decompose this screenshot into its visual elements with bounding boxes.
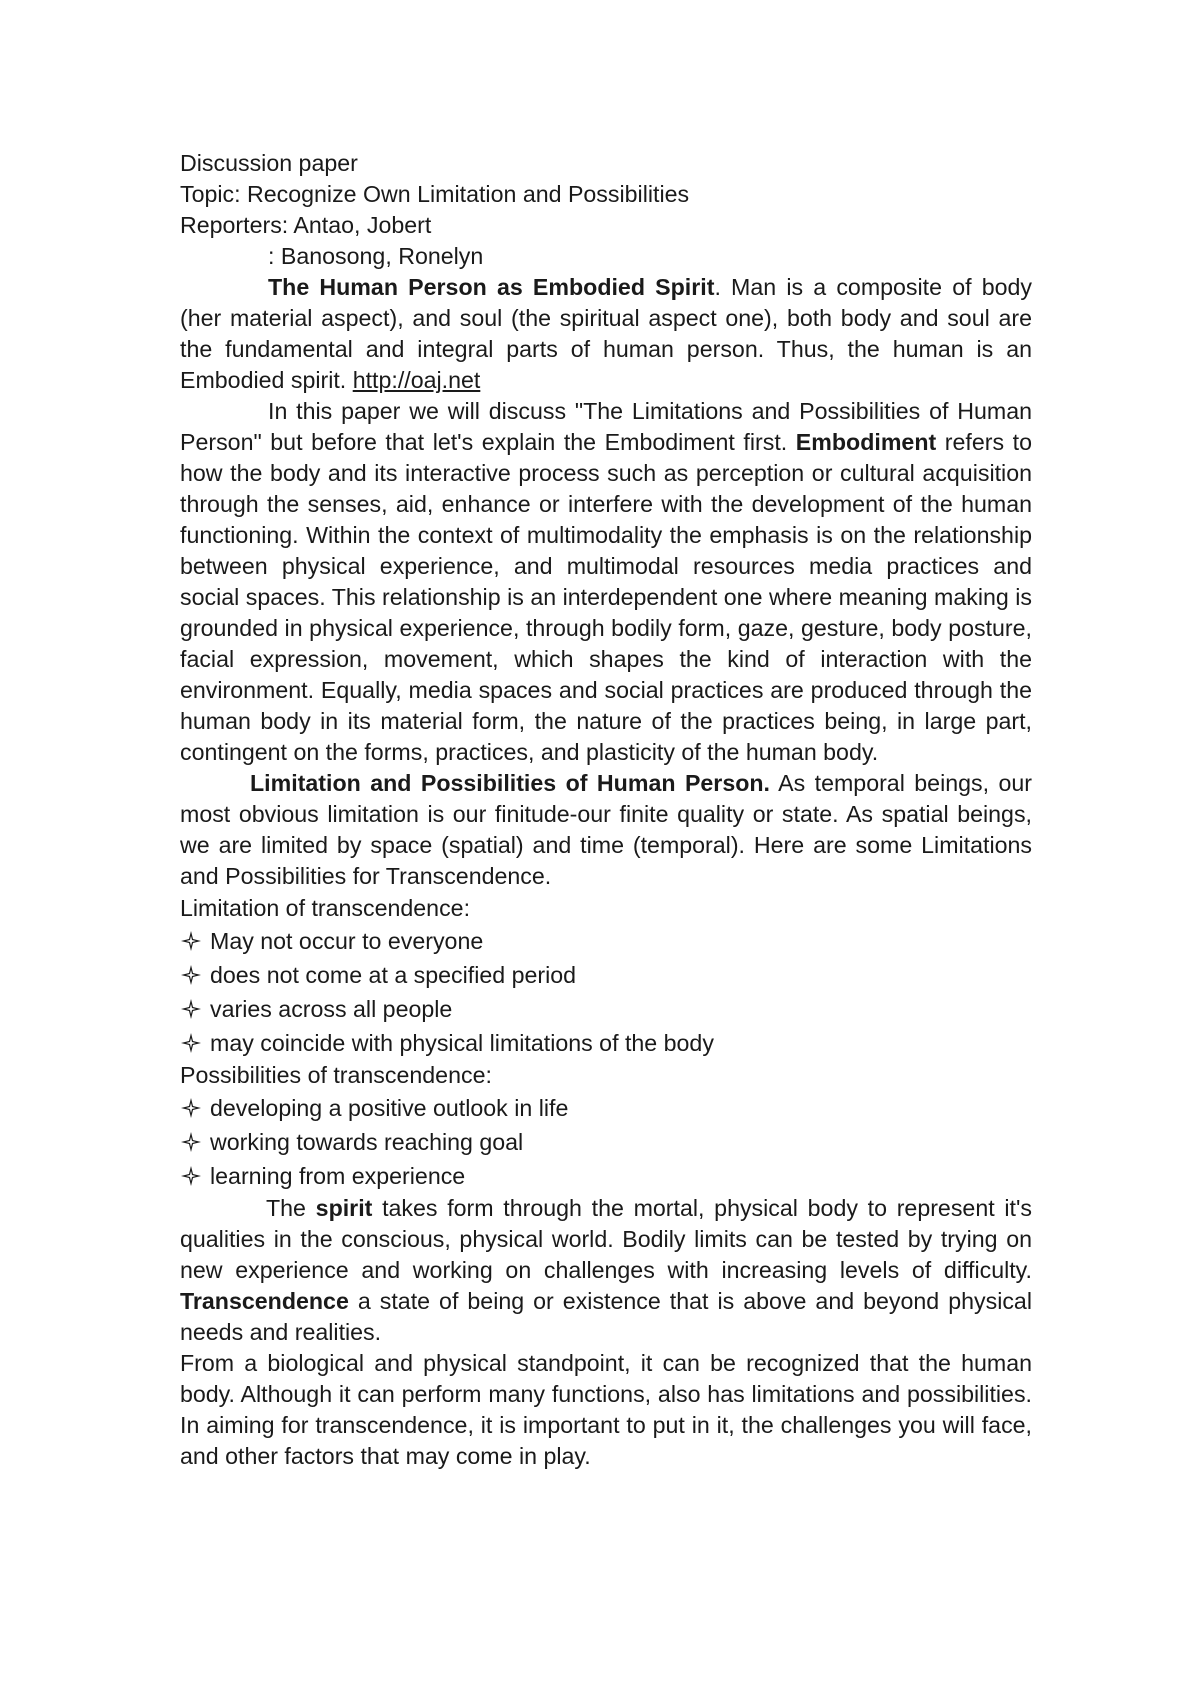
source-link[interactable]: http://oaj.net bbox=[352, 367, 481, 393]
four-point-star-icon bbox=[180, 964, 202, 986]
doc-type-line: Discussion paper bbox=[180, 150, 358, 176]
four-point-star-icon bbox=[180, 930, 202, 952]
reporters-line-2: : Banosong, Ronelyn bbox=[268, 243, 484, 269]
paragraph-conclusion: From a biological and physical standpoint, it can be recognized that the human body. Although it can perform many functions, also has limitations and possibilities. In aiming for transcendence, it is important to put in it, the challenges you will face, and other factors that may come in play. bbox=[180, 1350, 1032, 1469]
paragraph-spirit-text-1: takes form through the mortal, physical body to represent it's qualities in the conscious, physical world. Bodily limits can be tested by trying on new experience and working on challenges with increasing levels of difficulty. bbox=[180, 1195, 1032, 1283]
paragraph-spirit bbox=[180, 1193, 1032, 1348]
list-item: does not come at a specified period bbox=[180, 958, 1032, 992]
paragraph-embodied-spirit bbox=[180, 272, 1032, 396]
document-page bbox=[180, 148, 1032, 1472]
term-embodiment: Embodiment bbox=[795, 429, 937, 455]
heading-embodied-spirit: The Human Person as Embodied Spirit bbox=[268, 274, 715, 300]
paragraph-limitation-possibilities bbox=[180, 768, 1032, 892]
limitations-label: Limitation of transcendence: bbox=[180, 895, 471, 921]
list-item: developing a positive outlook in life bbox=[180, 1091, 1032, 1125]
four-point-star-icon bbox=[180, 1097, 202, 1119]
paragraph-embodiment-lead: In this paper we will discuss "The Limitations and Possibilities of Human Person" but before that let's explain the Embodiment first. bbox=[180, 398, 1032, 455]
paragraph-embodiment-text: refers to how the body and its interactive process such as perception or cultural acquisition through the senses, aid, enhance or interfere with the development of the human functioning. Within the context of multimodality the emphasis is on the relationship between physical experience, and multimodal resources media practices and social spaces. This relationship is an interdependent one where meaning making is grounded in physical experience, through bodily form, gaze, gesture, body posture, facial expression, movement, which shapes the kind of interaction with the environment. Equally, media spaces and social practices are produced through the human body in its material form, the nature of the practices being, in large part, contingent on the forms, practices, and plasticity of the human body. bbox=[180, 429, 1032, 765]
reporters-line: Reporters: Antao, Jobert bbox=[180, 212, 432, 238]
term-transcendence: Transcendence bbox=[180, 1288, 349, 1314]
four-point-star-icon bbox=[180, 998, 202, 1020]
list-item: working towards reaching goal bbox=[180, 1125, 1032, 1159]
four-point-star-icon bbox=[180, 1032, 202, 1054]
list-item: learning from experience bbox=[180, 1159, 1032, 1193]
list-item: May not occur to everyone bbox=[180, 924, 1032, 958]
heading-limitation-possibilities: Limitation and Possibilities of Human Person. bbox=[250, 770, 770, 796]
list-item: varies across all people bbox=[180, 992, 1032, 1026]
topic-line: Topic: Recognize Own Limitation and Possibilities bbox=[180, 181, 690, 207]
paragraph-embodiment bbox=[180, 396, 1032, 768]
paragraph-embodied-spirit-text: . Man is a composite of body (her material aspect), and soul (the spiritual aspect one), both body and soul are the fundamental and integral parts of human person. Thus, the human is an Embodied spirit. bbox=[180, 274, 1032, 393]
term-spirit: spirit bbox=[315, 1195, 373, 1221]
possibilities-list bbox=[180, 1091, 1032, 1193]
paragraph-limitation-possibilities-text: As temporal beings, our most obvious limitation is our finitude-our finite quality or state. As spatial beings, we are limited by space (spatial) and time (temporal). Here are some Limitations and Possibilities for Transcendence. bbox=[180, 770, 1033, 889]
list-item: may coincide with physical limitations of the body bbox=[180, 1026, 1032, 1060]
four-point-star-icon bbox=[180, 1131, 202, 1153]
paragraph-spirit-text-2: a state of being or existence that is above and beyond physical needs and realities. bbox=[180, 1288, 1032, 1345]
paragraph-spirit-lead: The bbox=[266, 1195, 316, 1221]
limitations-list bbox=[180, 924, 1032, 1060]
possibilities-label: Possibilities of transcendence: bbox=[180, 1062, 492, 1088]
four-point-star-icon bbox=[180, 1165, 202, 1187]
